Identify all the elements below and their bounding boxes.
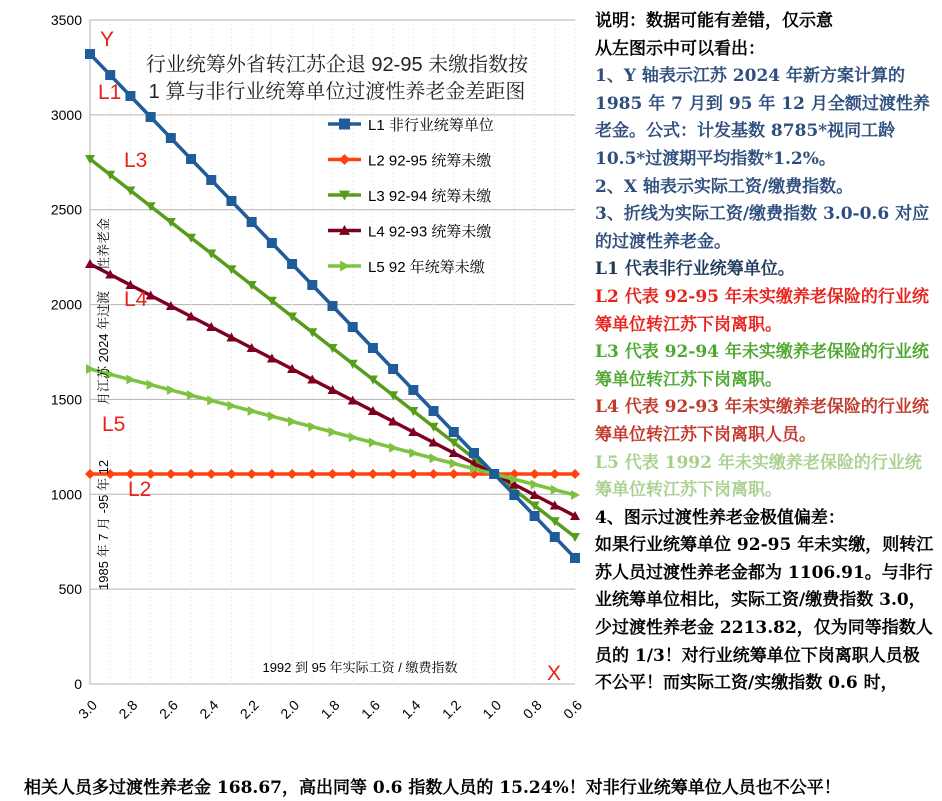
data-point: [408, 385, 418, 395]
data-point: [489, 469, 499, 479]
series-tag-l3: L3: [124, 149, 148, 173]
legend-item-l3: [328, 188, 491, 205]
data-point: [167, 385, 176, 395]
y-axis-title-part: 1985 年 7 月 -95 年 12: [96, 459, 111, 590]
note-l2: L2 代表 92-95 年未实缴养老保险的行业统筹单位转江苏下岗离职。: [595, 286, 929, 335]
data-point: [85, 259, 95, 268]
y-tick-label: 1000: [50, 486, 82, 503]
x-tick-label: 1.2: [438, 696, 464, 722]
x-tick-label: 0.8: [519, 696, 545, 722]
x-axis-letter: X: [547, 662, 562, 685]
y-axis-title-part: 月江苏 2024 年过渡: [96, 290, 111, 405]
data-point: [186, 154, 196, 164]
data-point: [287, 469, 297, 479]
data-point: [308, 422, 317, 432]
x-tick-label: 3.0: [75, 696, 101, 722]
data-point: [226, 469, 236, 479]
legend-label: L5 92 年统筹未缴: [368, 259, 485, 276]
data-point: [449, 469, 459, 479]
x-tick-label: 1.6: [357, 696, 384, 722]
chart-title-line-2: 1 算与非行业统筹单位过渡性养老金差距图: [148, 81, 526, 103]
y-axis-letter: Y: [100, 28, 115, 51]
x-tick-label: 1.8: [317, 696, 343, 722]
data-point: [186, 469, 196, 479]
data-point: [429, 469, 439, 479]
data-point: [469, 448, 479, 458]
data-point: [368, 469, 378, 479]
y-tick-label: 500: [58, 581, 82, 598]
data-point: [368, 343, 378, 353]
x-tick-label: 2.8: [115, 696, 141, 722]
note-l1: L1 代表非行业统筹单位。: [595, 259, 795, 280]
notes-panel: [595, 8, 935, 698]
x-tick-labels: [75, 697, 585, 722]
note-deviation-body: 如果行业统筹单位 92-95 年未实缴，则转江苏人员过渡性养老金都为 1106.91。与非行业统筹单位相比，实际工资/缴费指数 3.0，少过渡性养老金 2213.82，仅为同等指数人员的 1/3！对行业统筹单位下岗离职人员极不公平！而实际工资/实缴指数 0.6 时，: [595, 535, 934, 694]
data-point: [206, 469, 216, 479]
data-point: [247, 217, 257, 227]
legend-label: L2 92-95 统筹未缴: [368, 152, 492, 170]
data-point: [248, 406, 257, 416]
x-tick-label: 2.4: [196, 696, 222, 722]
notes-heading: 说明：数据可能有差错，仅示意: [595, 11, 833, 31]
series-tag-l5: L5: [102, 412, 126, 436]
data-point: [339, 154, 350, 165]
note-y-axis: 1、Y 轴表示江苏 2024 年新方案计算的 1985 年 7 月到 95 年 12 月全额过渡性养老金。公式：计发基数 8785*视同工龄 10.5*过渡期平均指数*1.2%。: [595, 66, 930, 169]
data-point: [570, 533, 580, 542]
data-point: [509, 490, 519, 500]
data-point: [307, 280, 317, 290]
series-l1: [85, 49, 580, 563]
data-point: [570, 553, 580, 563]
data-point: [550, 532, 560, 542]
notes-intro: 从左图示中可以看出：: [595, 38, 765, 59]
data-point: [85, 49, 95, 59]
note-l3: L3 代表 92-94 年未实缴养老保险的行业统筹单位转江苏下岗离职。: [595, 342, 929, 390]
data-point: [339, 119, 350, 130]
data-point: [267, 469, 277, 479]
y-tick-label: 2000: [50, 296, 82, 313]
data-point: [328, 301, 338, 311]
data-point: [187, 390, 196, 400]
data-point: [267, 238, 277, 248]
data-point: [348, 322, 358, 332]
x-axis-title: 1992 到 95 年实际工资 / 缴费指数: [262, 660, 458, 675]
data-point: [288, 417, 297, 427]
note-l5: L5 代表 1992 年未实缴养老保险的行业统筹单位转江苏下岗离职。: [595, 452, 922, 501]
data-point: [530, 469, 540, 479]
data-point: [206, 175, 216, 185]
data-point: [388, 364, 398, 374]
x-tick-label: 1.0: [479, 696, 505, 722]
y-tick-label: 0: [74, 676, 82, 692]
data-point: [449, 427, 459, 437]
y-axis-title-part: 性养老金: [96, 217, 111, 270]
data-point: [227, 401, 236, 411]
data-point: [226, 196, 236, 206]
legend-label: L1 非行业统筹单位: [368, 117, 494, 134]
x-tick-label: 2.6: [155, 696, 181, 722]
data-point: [369, 438, 378, 448]
data-point: [450, 458, 459, 468]
data-point: [571, 490, 580, 500]
data-point: [166, 469, 176, 479]
y-tick-label: 1500: [50, 391, 82, 408]
legend-label: L3 92-94 统筹未缴: [368, 188, 492, 205]
series-tag-l4: L4: [124, 288, 148, 312]
data-point: [388, 469, 398, 479]
legend-label: L4 92-93 统筹未缴: [368, 223, 492, 241]
note-x-axis: 2、X 轴表示实际工资/缴费指数。: [595, 176, 854, 197]
data-point: [429, 406, 439, 416]
legend-item-l2: [328, 153, 491, 170]
chart-title-line-1: 行业统筹外省转江苏企退 92-95 未缴指数按: [145, 54, 529, 76]
series-tag-l1: L1: [98, 81, 122, 105]
data-point: [146, 112, 156, 122]
legend-item-l1: [328, 117, 494, 134]
legend-item-l5: [328, 258, 485, 276]
note-lines: 3、折线为实际工资/缴费指数 3.0-0.6 对应的过渡性养老金。: [595, 204, 930, 252]
data-point: [307, 469, 317, 479]
note-bottom-line: 相关人员多过渡性养老金 168.67，高出同等 0.6 指数人员的 15.24%！对非行业统筹单位人员也不公平！: [24, 778, 841, 798]
x-tick-label: 2.2: [236, 696, 262, 722]
data-point: [105, 70, 115, 80]
data-point: [550, 469, 560, 479]
legend-item-l4: [328, 224, 491, 241]
data-point: [348, 469, 358, 479]
data-point: [247, 469, 257, 479]
data-point: [287, 259, 297, 269]
x-tick-label: 2.0: [277, 696, 303, 722]
note-l4: L4 代表 92-93 年未实缴养老保险的行业统筹单位转江苏下岗离职人员。: [595, 397, 929, 445]
y-tick-label: 2500: [50, 201, 82, 218]
note-deviation-title: 4、图示过渡性养老金极值偏差：: [595, 507, 845, 528]
series-tag-l2: L2: [128, 478, 152, 502]
data-point: [408, 469, 418, 479]
y-tick-label: 3500: [50, 12, 82, 28]
x-tick-label: 1.4: [398, 696, 424, 722]
data-point: [530, 511, 540, 521]
y-tick-labels: [51, 12, 82, 692]
data-point: [551, 485, 560, 495]
data-point: [85, 469, 95, 479]
series-lines: [85, 49, 580, 563]
data-point: [570, 469, 580, 479]
data-point: [430, 453, 439, 463]
y-tick-label: 3000: [50, 106, 82, 123]
data-point: [328, 469, 338, 479]
data-point: [125, 91, 135, 101]
x-tick-label: 0.6: [560, 696, 586, 722]
data-point: [340, 261, 350, 272]
data-point: [166, 133, 176, 143]
